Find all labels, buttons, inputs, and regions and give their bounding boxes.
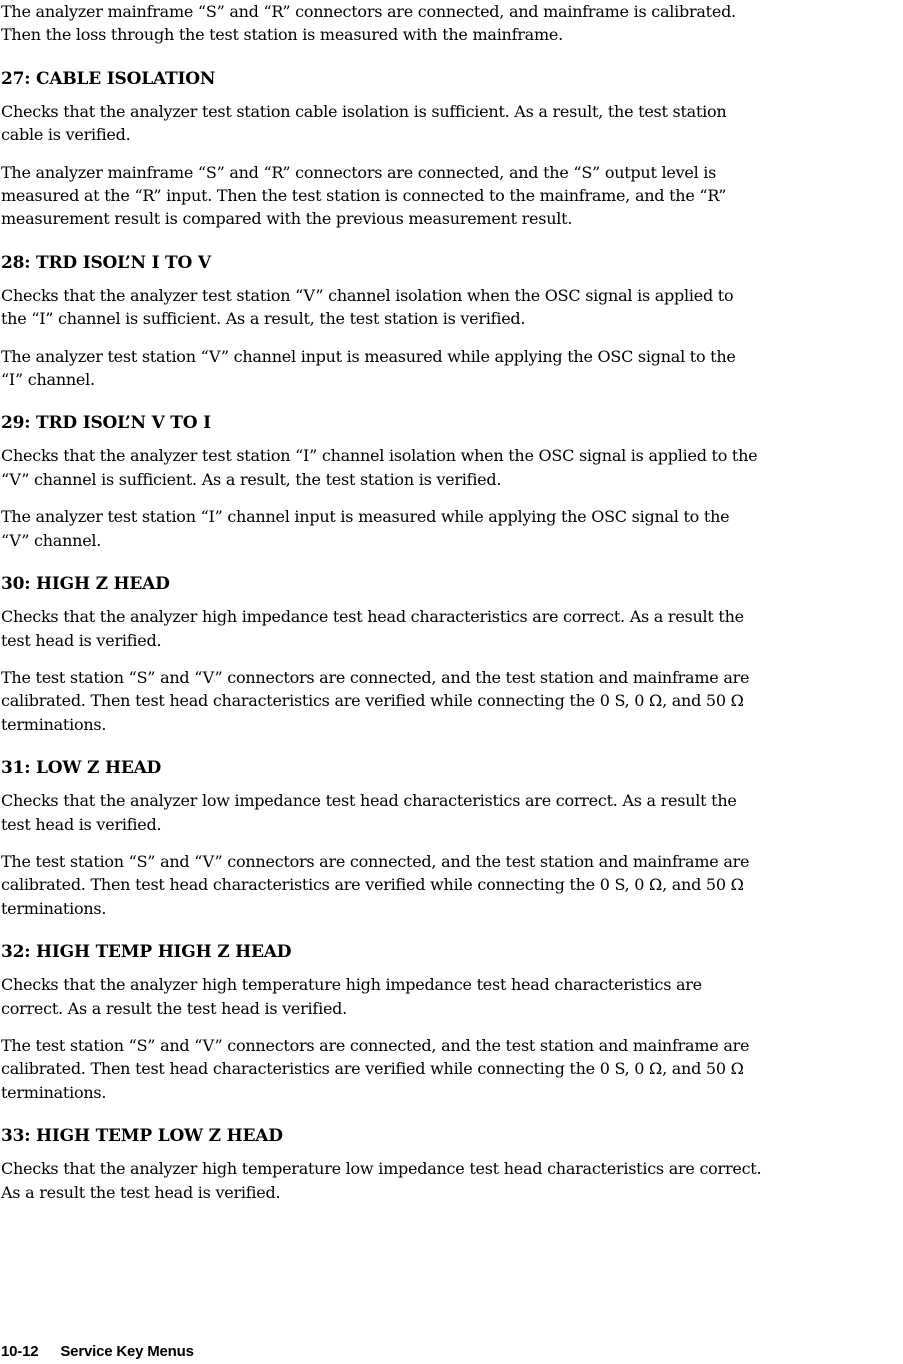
section-28-trd-isoln-i-to-v (1, 252, 901, 392)
footer-section-title: Service Key Menus (60, 1343, 194, 1360)
section-paragraph: Checks that the analyzer test station “I” channel isolation when the OSC signal is applied to the “V” channel is sufficient. As a result, the test station is verified. (1, 446, 758, 489)
section-33-high-temp-low-z-head (1, 1125, 901, 1204)
section-paragraph: Checks that the analyzer high temperature low impedance test head characteristics are correct. As a result the test head is verified. (1, 1159, 762, 1202)
section-heading: 32: HIGH TEMP HIGH Z HEAD (1, 942, 292, 963)
section-heading: 33: HIGH TEMP LOW Z HEAD (1, 1126, 283, 1147)
section-29-trd-isoln-v-to-i (1, 412, 901, 552)
section-31-low-z-head (1, 757, 901, 920)
document-body (1, 0, 901, 1204)
section-paragraph: Checks that the analyzer low impedance test head characteristics are correct. As a result the test head is verified. (1, 791, 737, 834)
section-paragraph: Checks that the analyzer test station “V” channel isolation when the OSC signal is applied to the “I” channel is sufficient. As a result, the test station is verified. (1, 285, 734, 329)
section-paragraph: The analyzer test station “I” channel input is measured while applying the OSC signal to the “V” channel. (1, 507, 730, 550)
section-27-cable-isolation (1, 68, 901, 231)
section-paragraph: The test station “S” and “V” connectors are connected, and the test station and mainframe are calibrated. Then test head characteristics are verified while connecting the 0 S, 0 Ω, and 50 Ω terminations. (1, 851, 750, 918)
section-paragraph: Checks that the analyzer high temperature high impedance test head characteristics are correct. As a result the test head is verified. (1, 975, 702, 1018)
section-paragraph: The analyzer mainframe “S” and “R” connectors are connected, and the “S” output level is measured at the “R” input. Then the test station is connected to the mainframe, and the “R” measurement result is compared with the previous measurement result. (1, 162, 727, 229)
section-30-high-z-head (1, 573, 901, 736)
section-paragraph: Checks that the analyzer high impedance test head characteristics are correct. As a result the test head is verified. (1, 607, 744, 650)
section-paragraph: Checks that the analyzer test station cable isolation is sufficient. As a result, the test station cable is verified. (1, 101, 727, 145)
intro-paragraph: The analyzer mainframe “S” and “R” connectors are connected, and mainframe is calibrated. Then the loss through the test station is measured with the mainframe. (1, 2, 736, 45)
page-number: 10-12 (1, 1343, 39, 1360)
section-32-high-temp-high-z-head (1, 941, 901, 1104)
page-footer (1, 1343, 194, 1360)
section-paragraph: The analyzer test station “V” channel input is measured while applying the OSC signal to the “I” channel. (1, 346, 736, 390)
section-paragraph: The test station “S” and “V” connectors are connected, and the test station and mainframe are calibrated. Then test head characteristics are verified while connecting the 0 S, 0 Ω, and 50 Ω terminations. (1, 1035, 750, 1102)
section-heading: 31: LOW Z HEAD (1, 758, 162, 779)
section-heading: 27: CABLE ISOLATION (1, 68, 216, 89)
section-heading: 28: TRD ISOL’N I TO V (1, 252, 211, 273)
section-heading: 30: HIGH Z HEAD (1, 574, 170, 595)
section-heading: 29: TRD ISOL’N V TO I (1, 413, 211, 434)
section-paragraph: The test station “S” and “V” connectors are connected, and the test station and mainframe are calibrated. Then test head characteristics are verified while connecting the 0 S, 0 Ω, and 50 Ω terminations. (1, 667, 750, 734)
